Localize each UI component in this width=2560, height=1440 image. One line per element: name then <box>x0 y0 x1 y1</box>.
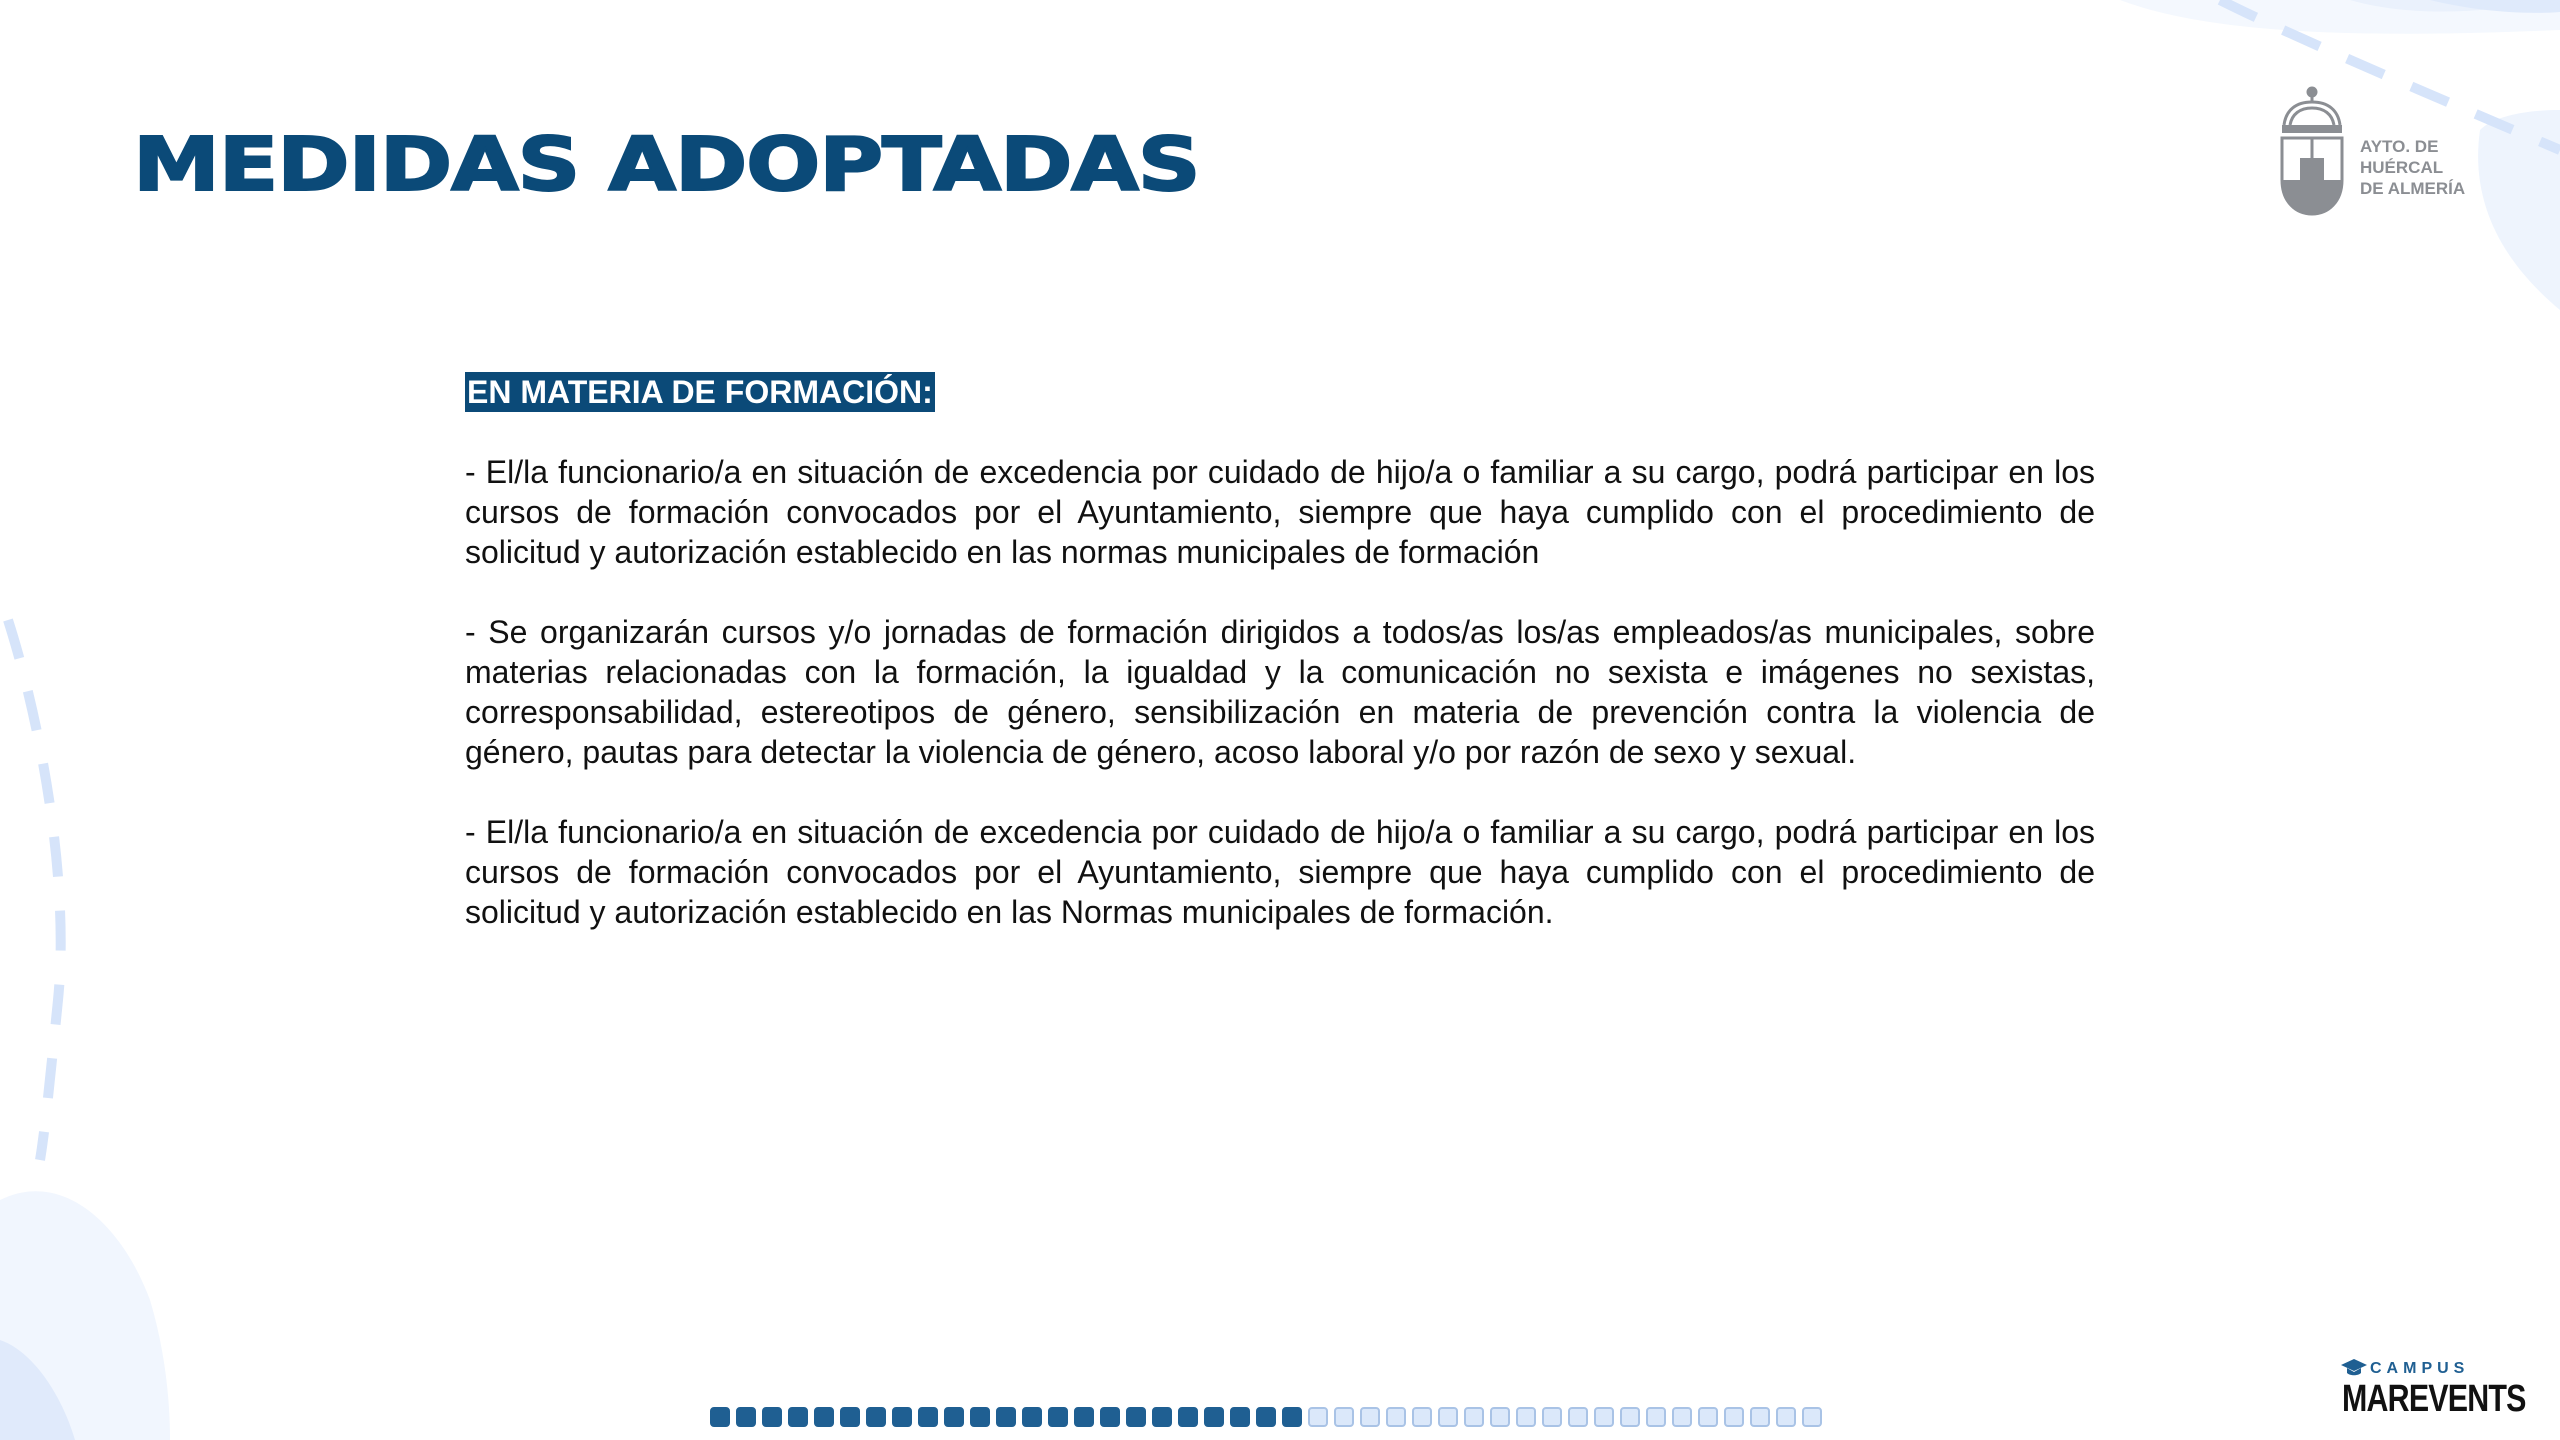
progress-segment-complete <box>710 1407 730 1427</box>
progress-segment-pending <box>1620 1407 1640 1427</box>
content-body <box>465 372 2095 932</box>
ayto-logo-line: AYTO. DE <box>2360 137 2439 156</box>
progress-segment-complete <box>1178 1407 1198 1427</box>
progress-segment-complete <box>840 1407 860 1427</box>
progress-segment-pending <box>1464 1407 1484 1427</box>
progress-segment-complete <box>762 1407 782 1427</box>
ayto-logo-text <box>2360 136 2465 199</box>
progress-segment-pending <box>1308 1407 1328 1427</box>
progress-segment-complete <box>970 1407 990 1427</box>
progress-segment-pending <box>1516 1407 1536 1427</box>
paragraph: - El/la funcionario/a en situación de excedencia por cuidado de hijo/a o familiar a su cargo, podrá participar en los cursos de formación convocados por el Ayuntamiento, siempre que haya cumplido con el procedimiento de solicitud y autorización establecido en las Normas municipales de formación. <box>465 814 2095 930</box>
progress-segment-complete <box>1022 1407 1042 1427</box>
progress-segment-pending <box>1438 1407 1458 1427</box>
campus-logo-main: MAREVENTS <box>2342 1378 2526 1420</box>
progress-segment-complete <box>1204 1407 1224 1427</box>
progress-segment-pending <box>1490 1407 1510 1427</box>
progress-segment-pending <box>1568 1407 1588 1427</box>
progress-segment-complete <box>944 1407 964 1427</box>
paragraph: - Se organizarán cursos y/o jornadas de formación dirigidos a todos/as los/as empleados/as municipales, sobre materias relacionadas con la formación, la igualdad y la comunicación no sexista e imágenes no sexistas, corresponsabilidad, estereotipos de género, sensibilización en materia de prevención contra la violencia de género, pautas para detectar la violencia de género, acoso laboral y/o por razón de sexo y sexual. <box>465 614 2095 770</box>
progress-segment-pending <box>1672 1407 1692 1427</box>
progress-segment-complete <box>1126 1407 1146 1427</box>
progress-segment-complete <box>1100 1407 1120 1427</box>
slide-title: MEDIDAS ADOPTADAS <box>133 122 1200 208</box>
ayto-logo-line: HUÉRCAL <box>2360 158 2444 177</box>
section-label: EN MATERIA DE FORMACIÓN: <box>467 374 933 410</box>
progress-segment-pending <box>1698 1407 1718 1427</box>
paragraph: - El/la funcionario/a en situación de excedencia por cuidado de hijo/a o familiar a su cargo, podrá participar en los cursos de formación convocados por el Ayuntamiento, siempre que haya cumplido con el procedimiento de solicitud y autorización establecido en las normas municipales de formación <box>465 454 2095 570</box>
campus-logo-top: CAMPUS <box>2370 1360 2470 1377</box>
progress-segment-pending <box>1594 1407 1614 1427</box>
progress-segment-pending <box>1802 1407 1822 1427</box>
progress-segment-pending <box>1334 1407 1354 1427</box>
progress-segment-complete <box>866 1407 886 1427</box>
progress-segment-complete <box>918 1407 938 1427</box>
progress-segment-pending <box>1724 1407 1744 1427</box>
progress-segment-complete <box>1256 1407 1276 1427</box>
progress-segment-complete <box>1074 1407 1094 1427</box>
progress-segment-pending <box>1542 1407 1562 1427</box>
progress-segment-pending <box>1776 1407 1796 1427</box>
progress-segment-complete <box>1152 1407 1172 1427</box>
progress-segment-complete <box>892 1407 912 1427</box>
progress-segment-pending <box>1386 1407 1406 1427</box>
progress-segment-pending <box>1360 1407 1380 1427</box>
progress-segment-complete <box>1230 1407 1250 1427</box>
progress-segment-complete <box>736 1407 756 1427</box>
progress-segment-complete <box>1282 1407 1302 1427</box>
progress-segment-complete <box>996 1407 1016 1427</box>
slide-progress-bar <box>710 1407 1822 1427</box>
graduation-cap-icon <box>2340 1357 2368 1377</box>
progress-segment-complete <box>788 1407 808 1427</box>
progress-segment-pending <box>1750 1407 1770 1427</box>
progress-segment-complete <box>814 1407 834 1427</box>
progress-segment-complete <box>1048 1407 1068 1427</box>
ayto-logo-line: DE ALMERÍA <box>2360 179 2466 198</box>
progress-segment-pending <box>1646 1407 1666 1427</box>
progress-segment-pending <box>1412 1407 1432 1427</box>
